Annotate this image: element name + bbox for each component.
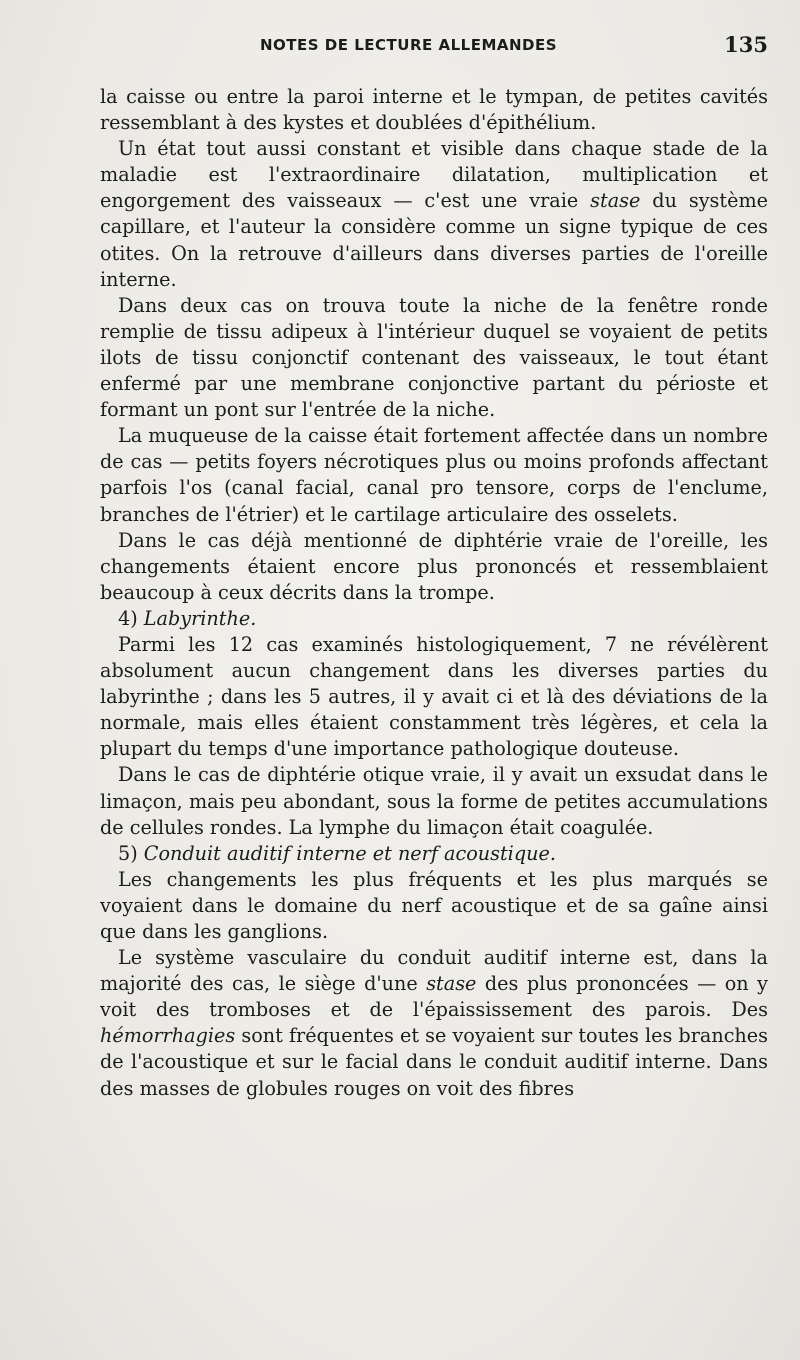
paragraph-text: Dans deux cas on trouva toute la niche de la fenêtre ronde remplie de tissu adipeux à l'intérieur duquel se voyaient de petits ilots de tissu conjonctif contenant des vaisseaux, le tout étant enfermé par une membrane conjonctive partant du périoste et formant un pont sur l'entrée de la niche. — [100, 293, 768, 422]
body-text — [100, 84, 768, 1102]
paragraph-text: sont fréquentes et se voyaient sur toutes les branches de l'acoustique et sur le facial dans le conduit auditif interne. Dans des masses de globules rouges on voit des fibres — [100, 1024, 768, 1100]
paragraph — [100, 136, 768, 293]
paragraph-text: Dans le cas de diphtérie otique vraie, il y avait un exsudat dans le limaçon, mais peu abondant, sous la forme de petites accumulations de cellules rondes. La lymphe du limaçon était coagulée. — [100, 763, 768, 839]
paragraph-text: du système capillare, et l'auteur la considère comme un signe typique de ces otites. On la retrouve d'ailleurs dans diverses parties de l'oreille interne. — [100, 189, 768, 291]
paragraph — [100, 762, 768, 840]
section-heading-labyrinthe — [100, 606, 768, 632]
paragraph — [100, 293, 768, 423]
section-number: 5) — [118, 841, 144, 865]
paragraph — [100, 632, 768, 762]
paragraph — [100, 84, 768, 136]
paragraph-text: Dans le cas déjà mentionné de diphtérie vraie de l'oreille, les changements étaient encore plus prononcés et ressemblaient beaucoup à ceux décrits dans la trompe. — [100, 528, 768, 604]
emphasis: hémorrhagies — [100, 1024, 236, 1048]
emphasis: stase — [426, 972, 477, 996]
paragraph — [100, 528, 768, 606]
paragraph — [100, 423, 768, 527]
emphasis: stase — [590, 189, 641, 213]
page-header — [100, 34, 768, 60]
paragraph — [100, 945, 768, 1102]
paragraph-text: Les changements les plus fréquents et les plus marqués se voyaient dans le domaine du nerf acoustique et de sa gaîne ainsi que dans les ganglions. — [100, 867, 768, 943]
paragraph-text: des plus prononcées — on y voit des tromboses et de l'épaississement des parois. Des — [100, 972, 768, 1022]
section-title: Labyrinthe. — [143, 606, 257, 630]
paragraph-text: La muqueuse de la caisse était fortement affectée dans un nombre de cas — petits foyers nécrotiques plus ou moins profonds affectant parfois l'os (canal facial, canal pro tensore, corps de l'enclume, branches de l'étrier) et le cartilage articulaire des osselets. — [100, 424, 768, 526]
paragraph-text: Le système vasculaire du conduit auditif interne est, dans la majorité des cas, le siège d'une — [100, 946, 768, 996]
section-title: Conduit auditif interne et nerf acoustique. — [143, 841, 556, 865]
paragraph-text: Parmi les 12 cas examinés histologiquement, 7 ne révélèrent absolument aucun changement dans les diverses parties du labyrinthe ; dans les 5 autres, il y avait ci et là des déviations de la normale, mais elles étaient constamment très légères, et cela la plupart du temps d'une importance pathologique douteuse. — [100, 632, 768, 761]
page-number: 135 — [724, 32, 768, 57]
paragraph-text: la caisse ou entre la paroi interne et le tympan, de petites cavités ressemblant à des kystes et doublées d'épithélium. — [100, 85, 768, 135]
paragraph — [100, 867, 768, 945]
section-heading-conduit — [100, 841, 768, 867]
running-head: NOTES DE LECTURE ALLEMANDES — [260, 36, 558, 54]
section-number: 4) — [118, 606, 144, 630]
paragraph-text: Un état tout aussi constant et visible dans chaque stade de la maladie est l'extraordinaire dilatation, multiplication et engorgement des vaisseaux — c'est une vraie — [100, 137, 768, 213]
